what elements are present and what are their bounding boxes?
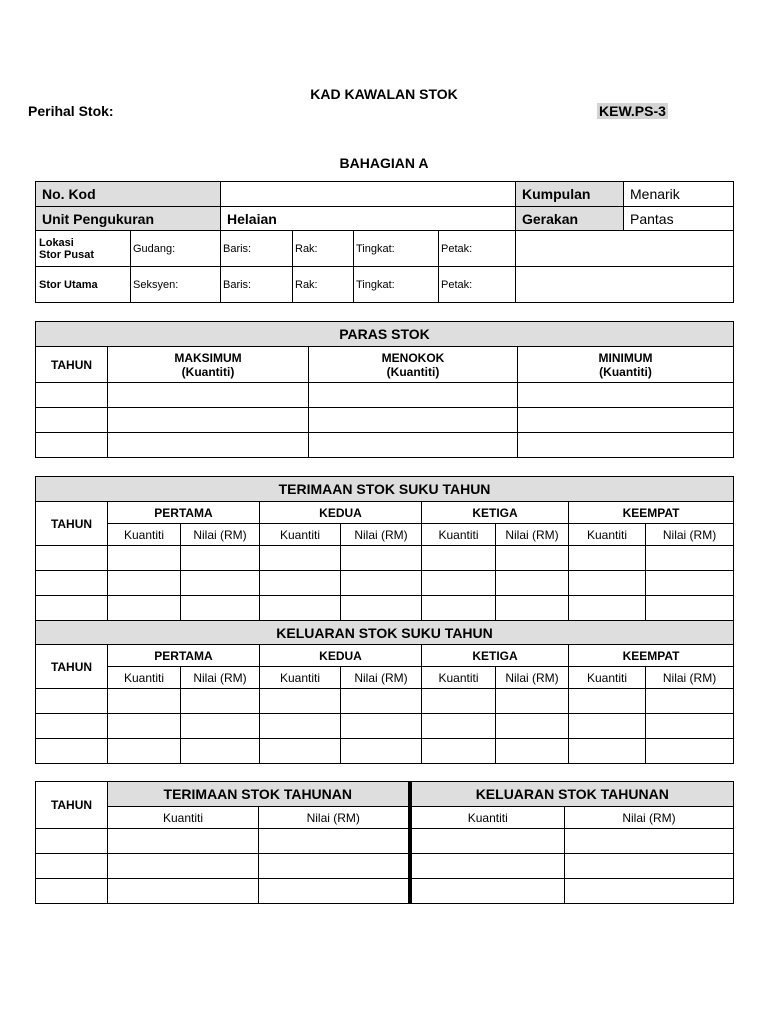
terimaan-tahunan-title: TERIMAAN STOK TAHUNAN bbox=[108, 782, 410, 807]
gerakan-value[interactable]: Pantas bbox=[624, 207, 734, 231]
table-cell[interactable] bbox=[422, 689, 496, 714]
gudang-cell[interactable]: Gudang: bbox=[131, 231, 221, 267]
table-cell[interactable] bbox=[259, 829, 410, 854]
menokok-header bbox=[309, 347, 518, 383]
keluaran-title: KELUARAN STOK SUKU TAHUN bbox=[36, 621, 734, 645]
keluaran-kedua: KEDUA bbox=[260, 645, 422, 667]
table-row bbox=[36, 433, 734, 458]
tahunan-terimaan-nilai: Nilai (RM) bbox=[259, 807, 410, 829]
form-code: KEW.PS-3 bbox=[599, 103, 666, 119]
terimaan-keempat: KEEMPAT bbox=[569, 502, 734, 524]
keluaran-kuantiti-3: Kuantiti bbox=[422, 667, 496, 689]
table-row bbox=[36, 383, 734, 408]
table-cell[interactable] bbox=[181, 546, 260, 571]
baris-cell-2[interactable]: Baris: bbox=[221, 267, 293, 303]
table-cell[interactable] bbox=[422, 739, 496, 764]
keluaran-tahunan-title: KELUARAN STOK TAHUNAN bbox=[410, 782, 734, 807]
keluaran-nilai-1: Nilai (RM) bbox=[181, 667, 260, 689]
table-cell[interactable] bbox=[108, 546, 181, 571]
table-row bbox=[36, 829, 734, 854]
table-row bbox=[36, 739, 734, 764]
table-row bbox=[36, 714, 734, 739]
table-cell[interactable] bbox=[259, 854, 410, 879]
table-cell[interactable] bbox=[341, 546, 422, 571]
terimaan-nilai-2: Nilai (RM) bbox=[341, 524, 422, 546]
table-cell[interactable] bbox=[646, 689, 734, 714]
table-cell[interactable] bbox=[518, 433, 734, 458]
maksimum-label: MAKSIMUM bbox=[174, 350, 242, 365]
terimaan-kuantiti-1: Kuantiti bbox=[108, 524, 181, 546]
table-cell[interactable] bbox=[108, 408, 309, 433]
paras-stok-table bbox=[35, 321, 734, 458]
table-cell[interactable] bbox=[36, 689, 108, 714]
table-cell[interactable] bbox=[181, 571, 260, 596]
lokasi-line2: Stor Pusat bbox=[39, 248, 95, 261]
table-cell[interactable] bbox=[422, 571, 496, 596]
terimaan-kuantiti-2: Kuantiti bbox=[260, 524, 341, 546]
table-cell[interactable] bbox=[410, 829, 565, 854]
stor-utama-label: Stor Utama bbox=[36, 267, 131, 303]
tahunan-keluaran-kuantiti: Kuantiti bbox=[410, 807, 565, 829]
table-cell[interactable] bbox=[569, 546, 646, 571]
keluaran-nilai-4: Nilai (RM) bbox=[646, 667, 734, 689]
tahunan-tahun-header: TAHUN bbox=[36, 782, 108, 829]
keluaran-nilai-2: Nilai (RM) bbox=[341, 667, 422, 689]
keluaran-nilai-3: Nilai (RM) bbox=[496, 667, 569, 689]
table-cell[interactable] bbox=[108, 689, 181, 714]
table-cell[interactable] bbox=[518, 383, 734, 408]
petak-cell[interactable]: Petak: bbox=[439, 231, 516, 267]
terimaan-kuantiti-3: Kuantiti bbox=[422, 524, 496, 546]
suku-tahun-table bbox=[35, 476, 734, 764]
table-cell[interactable] bbox=[646, 571, 734, 596]
table-cell[interactable] bbox=[260, 714, 341, 739]
table-cell[interactable] bbox=[309, 433, 518, 458]
table-cell[interactable] bbox=[36, 383, 108, 408]
table-cell[interactable] bbox=[108, 714, 181, 739]
table-cell[interactable] bbox=[565, 854, 734, 879]
menokok-label: MENOKOK bbox=[381, 350, 445, 365]
tahunan-keluaran-nilai: Nilai (RM) bbox=[565, 807, 734, 829]
table-cell[interactable] bbox=[36, 408, 108, 433]
table-row bbox=[36, 596, 734, 621]
terimaan-nilai-1: Nilai (RM) bbox=[181, 524, 260, 546]
table-cell[interactable] bbox=[36, 571, 108, 596]
table-cell[interactable] bbox=[569, 689, 646, 714]
table-cell[interactable] bbox=[181, 689, 260, 714]
table-cell[interactable] bbox=[108, 433, 309, 458]
lokasi-label bbox=[36, 231, 131, 267]
table-row bbox=[36, 571, 734, 596]
table-cell[interactable] bbox=[410, 854, 565, 879]
table-cell[interactable] bbox=[309, 408, 518, 433]
minimum-header bbox=[518, 347, 734, 383]
table-row bbox=[36, 689, 734, 714]
table-cell[interactable] bbox=[36, 546, 108, 571]
table-cell[interactable] bbox=[36, 829, 108, 854]
table-cell[interactable] bbox=[259, 879, 410, 904]
table-cell[interactable] bbox=[646, 739, 734, 764]
table-cell[interactable] bbox=[569, 714, 646, 739]
table-cell[interactable] bbox=[565, 829, 734, 854]
table-cell[interactable] bbox=[108, 571, 181, 596]
card-title: KAD KAWALAN STOK bbox=[310, 86, 458, 102]
table-cell[interactable] bbox=[260, 571, 341, 596]
terimaan-pertama: PERTAMA bbox=[108, 502, 260, 524]
section-title: BAHAGIAN A bbox=[339, 155, 429, 171]
keluaran-kuantiti-2: Kuantiti bbox=[260, 667, 341, 689]
table-cell[interactable] bbox=[108, 739, 181, 764]
table-cell[interactable] bbox=[36, 854, 108, 879]
table-cell[interactable] bbox=[565, 879, 734, 904]
table-cell[interactable] bbox=[108, 879, 259, 904]
rak-cell-2[interactable]: Rak: bbox=[293, 267, 354, 303]
kumpulan-value[interactable]: Menarik bbox=[624, 182, 734, 207]
paras-tahun-header: TAHUN bbox=[36, 347, 108, 383]
seksyen-cell[interactable]: Seksyen: bbox=[131, 267, 221, 303]
table-cell[interactable] bbox=[108, 596, 181, 621]
table-cell[interactable] bbox=[36, 739, 108, 764]
table-cell[interactable] bbox=[496, 546, 569, 571]
table-cell[interactable] bbox=[341, 596, 422, 621]
table-cell[interactable] bbox=[646, 546, 734, 571]
no-kod-label: No. Kod bbox=[36, 182, 221, 207]
baris-cell[interactable]: Baris: bbox=[221, 231, 293, 267]
table-cell[interactable] bbox=[496, 689, 569, 714]
table-cell[interactable] bbox=[36, 714, 108, 739]
minimum-label: MINIMUM bbox=[598, 350, 653, 365]
table-cell[interactable] bbox=[496, 714, 569, 739]
maksimum-header bbox=[108, 347, 309, 383]
petak-cell-2[interactable]: Petak: bbox=[439, 267, 516, 303]
table-row bbox=[36, 879, 734, 904]
table-cell[interactable] bbox=[36, 879, 108, 904]
table-cell[interactable] bbox=[36, 596, 108, 621]
terimaan-tahun-header: TAHUN bbox=[36, 502, 108, 546]
table-cell[interactable] bbox=[496, 596, 569, 621]
keluaran-keempat: KEEMPAT bbox=[569, 645, 734, 667]
kumpulan-label: Kumpulan bbox=[516, 182, 624, 207]
table-cell[interactable] bbox=[410, 879, 565, 904]
table-cell[interactable] bbox=[422, 596, 496, 621]
unit-value[interactable]: Helaian bbox=[221, 207, 516, 231]
table-cell[interactable] bbox=[181, 714, 260, 739]
terimaan-nilai-4: Nilai (RM) bbox=[646, 524, 734, 546]
table-cell[interactable] bbox=[260, 596, 341, 621]
menokok-kuantiti: (Kuantiti) bbox=[386, 364, 440, 379]
table-row bbox=[36, 546, 734, 571]
tahunan-terimaan-kuantiti: Kuantiti bbox=[108, 807, 259, 829]
table-cell[interactable] bbox=[496, 739, 569, 764]
perihal-stok-label: Perihal Stok: bbox=[28, 103, 114, 119]
tahunan-table bbox=[35, 781, 734, 904]
table-cell[interactable] bbox=[646, 596, 734, 621]
table-cell[interactable] bbox=[569, 571, 646, 596]
maksimum-kuantiti: (Kuantiti) bbox=[181, 364, 235, 379]
table-cell[interactable] bbox=[646, 714, 734, 739]
table-cell[interactable] bbox=[181, 596, 260, 621]
table-cell[interactable] bbox=[569, 739, 646, 764]
table-cell[interactable] bbox=[422, 714, 496, 739]
terimaan-nilai-3: Nilai (RM) bbox=[496, 524, 569, 546]
table-cell[interactable] bbox=[341, 689, 422, 714]
keluaran-tahun-header: TAHUN bbox=[36, 645, 108, 689]
tingkat-cell[interactable]: Tingkat: bbox=[354, 231, 439, 267]
terimaan-kuantiti-4: Kuantiti bbox=[569, 524, 646, 546]
table-cell[interactable] bbox=[108, 383, 309, 408]
lokasi-line1: Lokasi bbox=[39, 236, 74, 249]
table-cell[interactable] bbox=[422, 546, 496, 571]
table-cell[interactable] bbox=[496, 571, 569, 596]
tingkat-cell-2[interactable]: Tingkat: bbox=[354, 267, 439, 303]
gerakan-label: Gerakan bbox=[516, 207, 624, 231]
table-cell[interactable] bbox=[569, 596, 646, 621]
table-cell[interactable] bbox=[108, 854, 259, 879]
table-cell[interactable] bbox=[341, 571, 422, 596]
table-cell[interactable] bbox=[36, 433, 108, 458]
table-cell[interactable] bbox=[260, 689, 341, 714]
terimaan-ketiga: KETIGA bbox=[422, 502, 569, 524]
table-cell[interactable] bbox=[341, 739, 422, 764]
lokasi-extra-cell[interactable] bbox=[516, 231, 734, 267]
table-cell[interactable] bbox=[518, 408, 734, 433]
unit-label: Unit Pengukuran bbox=[36, 207, 221, 231]
table-cell[interactable] bbox=[341, 714, 422, 739]
keluaran-ketiga: KETIGA bbox=[422, 645, 569, 667]
table-cell[interactable] bbox=[309, 383, 518, 408]
stor-utama-extra-cell[interactable] bbox=[516, 267, 734, 303]
no-kod-value[interactable] bbox=[221, 182, 516, 207]
terimaan-kedua: KEDUA bbox=[260, 502, 422, 524]
keluaran-kuantiti-4: Kuantiti bbox=[569, 667, 646, 689]
keluaran-pertama: PERTAMA bbox=[108, 645, 260, 667]
table-cell[interactable] bbox=[260, 546, 341, 571]
info-table bbox=[35, 181, 734, 303]
table-cell[interactable] bbox=[108, 829, 259, 854]
minimum-kuantiti: (Kuantiti) bbox=[599, 364, 652, 379]
table-cell[interactable] bbox=[181, 739, 260, 764]
terimaan-title: TERIMAAN STOK SUKU TAHUN bbox=[36, 477, 734, 502]
keluaran-kuantiti-1: Kuantiti bbox=[108, 667, 181, 689]
rak-cell[interactable]: Rak: bbox=[293, 231, 354, 267]
table-row bbox=[36, 408, 734, 433]
paras-stok-title: PARAS STOK bbox=[36, 322, 734, 347]
table-cell[interactable] bbox=[260, 739, 341, 764]
table-row bbox=[36, 854, 734, 879]
